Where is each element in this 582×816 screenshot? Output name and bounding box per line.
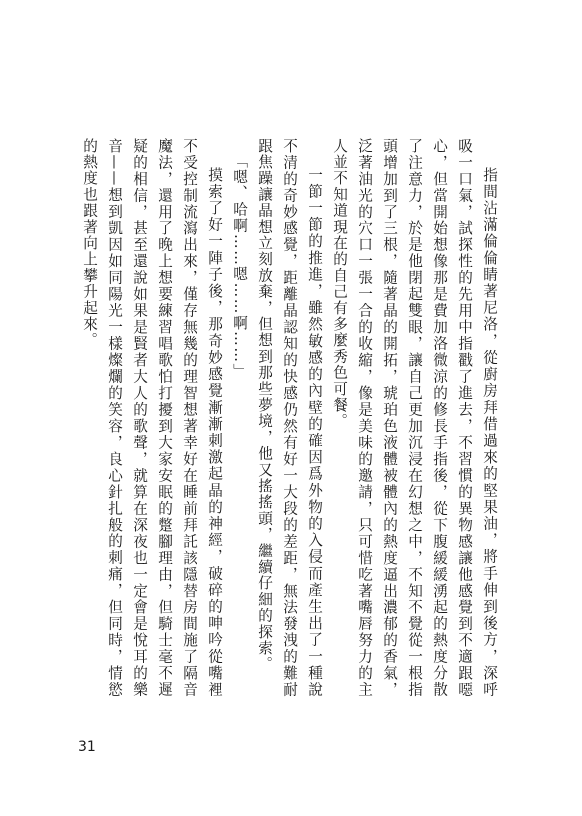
- paragraph-1: 指間沾滿倫倫睛著尼洛，從廚房拜借過來的堅果油，將手伸到後方，深呼吸一口氣，試探性的先用中指戳了進去，不習慣的異物感讓他感覺到不適跟噁心，但當開始想像那是費加洛微涼的修長手指後，從下腹緩緩湧起的熱度分散了注意力，於是他閉起雙眼，讓自己更加沉浸在幻想之中，不知不覺從一根指頭增加到了三根，隨著晶的開拓，琥珀色液體被體內的熱度逼出濃郁的香氣，泛著油光的穴口一張一合的收縮，像是美味的邀請，只可惜吃著嘴唇努力的主人並不知道現在的自己有多麼秀色可餐。: [331, 138, 498, 698]
- page-number: 31: [78, 739, 96, 755]
- paragraph-4: 摸索了好一陣子後，那奇妙感覺漸漸刺激起晶的神經，破碎的呻吟從嘴裡不受控制流瀉出來，僅存無幾的理智想著幸好在睡前拜託該隱替房間施了隔音魔法，還用了晚上想要練習唱歌怕打擾到大家安眠的蹩腳理由，但騎士毫不遲疑的相信，甚至還說如果是賢者大人的歌聲，就算在深夜也一定會是悅耳的樂音——想到凱因如同陽光一樣燦爛的笑容，良心針扎般的刺痛，但同時，情慾的熱度也跟著向上攀升起來。: [81, 138, 223, 698]
- vertical-text-body: [77, 138, 502, 698]
- paragraph-2: 一節一節的推進，雖然敏感的內壁的確因爲外物的入侵而產生出了一種說不清的奇妙感覺，距離晶認知的快感仍然有好一大段的差距，無法發洩的難耐跟焦躁讓晶想立刻放棄，但想到那些夢境，他又搖搖頭，繼續仔細的探索。: [256, 138, 323, 698]
- paragraph-3-dialogue: 「嗯、哈啊……嗯……啊……」: [231, 152, 248, 380]
